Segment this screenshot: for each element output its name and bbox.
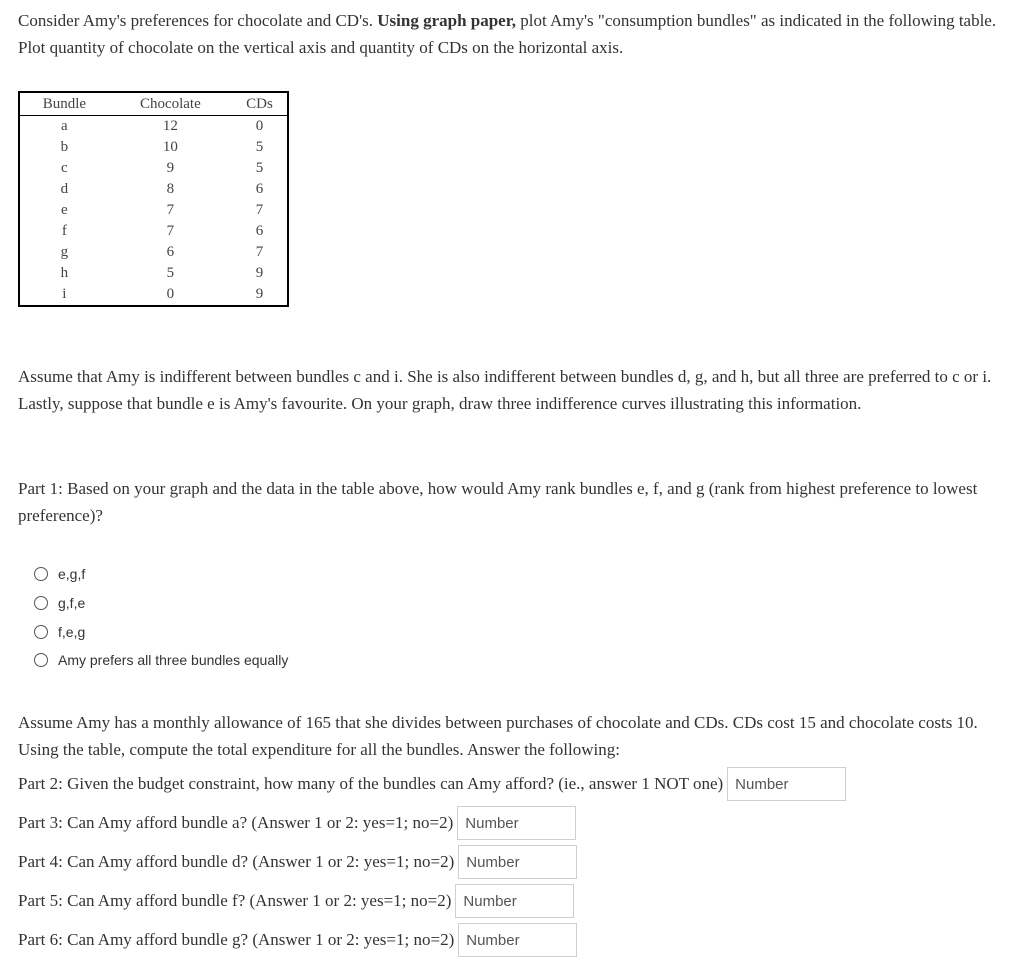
part2-row	[18, 767, 846, 801]
radio-button[interactable]	[34, 625, 48, 639]
cell-bundle: h	[60, 265, 69, 281]
table-row	[19, 242, 288, 263]
option-feg[interactable]	[34, 617, 288, 646]
part4-row	[18, 845, 577, 879]
radio-button[interactable]	[34, 596, 48, 610]
header-bundle: Bundle	[19, 92, 109, 116]
header-cds: CDs	[232, 92, 288, 116]
intro-text-end: plot Amy's "consumption bundles" as indicated in the following table. Plot quantity of chocolate on the vertical axis and quantity of CDs on the horizontal axis.	[18, 11, 997, 57]
intro-paragraph	[18, 7, 1008, 61]
table-row	[19, 116, 288, 138]
option-label: Amy prefers all three bundles equally	[58, 652, 289, 669]
ranking-options	[34, 560, 288, 675]
cell-cds: 5	[255, 160, 264, 176]
cell-chocolate: 10	[162, 139, 178, 155]
table-row	[19, 179, 288, 200]
cell-cds: 0	[255, 118, 264, 134]
option-all-equal[interactable]	[34, 646, 288, 675]
intro-bold-text: Using graph paper,	[377, 11, 516, 30]
intro-text-start: Consider Amy's preferences for chocolate and CD's.	[18, 11, 378, 30]
option-label: g,f,e	[58, 595, 86, 612]
cell-cds: 6	[255, 223, 264, 239]
part5-question: Part 5: Can Amy afford bundle f? (Answer 1 or 2: yes=1; no=2)	[18, 891, 452, 910]
option-egf[interactable]	[34, 560, 288, 589]
cell-chocolate: 8	[166, 181, 175, 197]
cell-chocolate: 6	[166, 244, 175, 260]
table-row	[19, 137, 288, 158]
table-row	[19, 158, 288, 179]
cell-bundle: f	[61, 223, 67, 239]
cell-cds: 7	[255, 202, 264, 218]
option-label: f,e,g	[58, 623, 86, 640]
part3-question: Part 3: Can Amy afford bundle a? (Answer 1 or 2: yes=1; no=2)	[18, 813, 454, 832]
table-row	[19, 221, 288, 242]
bundles-table	[18, 91, 289, 307]
part1-question: Part 1: Based on your graph and the data in the table above, how would Amy rank bundles e, f, and g (rank from highest preference to lowest preference)?	[18, 479, 978, 525]
part2-number-input[interactable]	[727, 767, 846, 801]
header-chocolate: Chocolate	[109, 92, 232, 116]
part4-question: Part 4: Can Amy afford bundle d? (Answer 1 or 2: yes=1; no=2)	[18, 852, 455, 871]
option-label: e,g,f	[58, 566, 86, 583]
cell-bundle: d	[60, 181, 69, 197]
part5-number-input[interactable]	[455, 884, 574, 918]
cell-cds: 7	[255, 244, 264, 260]
part5-row	[18, 884, 574, 918]
radio-button[interactable]	[34, 653, 48, 667]
part3-row	[18, 806, 576, 840]
part4-number-input[interactable]	[458, 845, 577, 879]
table-row	[19, 200, 288, 221]
cell-bundle: b	[60, 139, 69, 155]
part6-number-input[interactable]	[458, 923, 577, 957]
cell-cds: 9	[255, 286, 264, 302]
table-header-row	[19, 92, 288, 116]
table-row	[19, 263, 288, 284]
cell-chocolate: 9	[166, 160, 175, 176]
part2-question: Part 2: Given the budget constraint, how many of the bundles can Amy afford? (ie., answer 1 NOT one)	[18, 774, 724, 793]
option-gfe[interactable]	[34, 589, 288, 618]
cell-bundle: a	[61, 118, 68, 134]
cell-bundle: g	[60, 244, 69, 260]
cell-bundle: e	[61, 202, 68, 218]
table-row	[19, 284, 288, 306]
radio-button[interactable]	[34, 567, 48, 581]
part6-question: Part 6: Can Amy afford bundle g? (Answer 1 or 2: yes=1; no=2)	[18, 930, 455, 949]
cell-bundle: i	[62, 286, 67, 302]
cell-chocolate: 0	[166, 286, 175, 302]
cell-chocolate: 7	[166, 202, 175, 218]
cell-cds: 9	[255, 265, 264, 281]
indifference-instructions: Assume that Amy is indifferent between bundles c and i. She is also indifferent between bundles d, g, and h, but all three are preferred to c or i. Lastly, suppose that bundle e is Amy's favourite. On your graph, draw three indifference curves illustrating this information.	[18, 367, 992, 413]
cell-bundle: c	[61, 160, 68, 176]
cell-chocolate: 5	[166, 265, 175, 281]
cell-cds: 5	[255, 139, 264, 155]
part6-row	[18, 923, 577, 957]
cell-chocolate: 7	[166, 223, 175, 239]
cell-cds: 6	[255, 181, 264, 197]
cell-chocolate: 12	[162, 118, 178, 134]
budget-paragraph: Assume Amy has a monthly allowance of 165 that she divides between purchases of chocolate and CDs. CDs cost 15 and chocolate costs 10. Using the table, compute the total expenditure for all the bundles. Answer the following:	[18, 713, 978, 759]
part3-number-input[interactable]	[457, 806, 576, 840]
